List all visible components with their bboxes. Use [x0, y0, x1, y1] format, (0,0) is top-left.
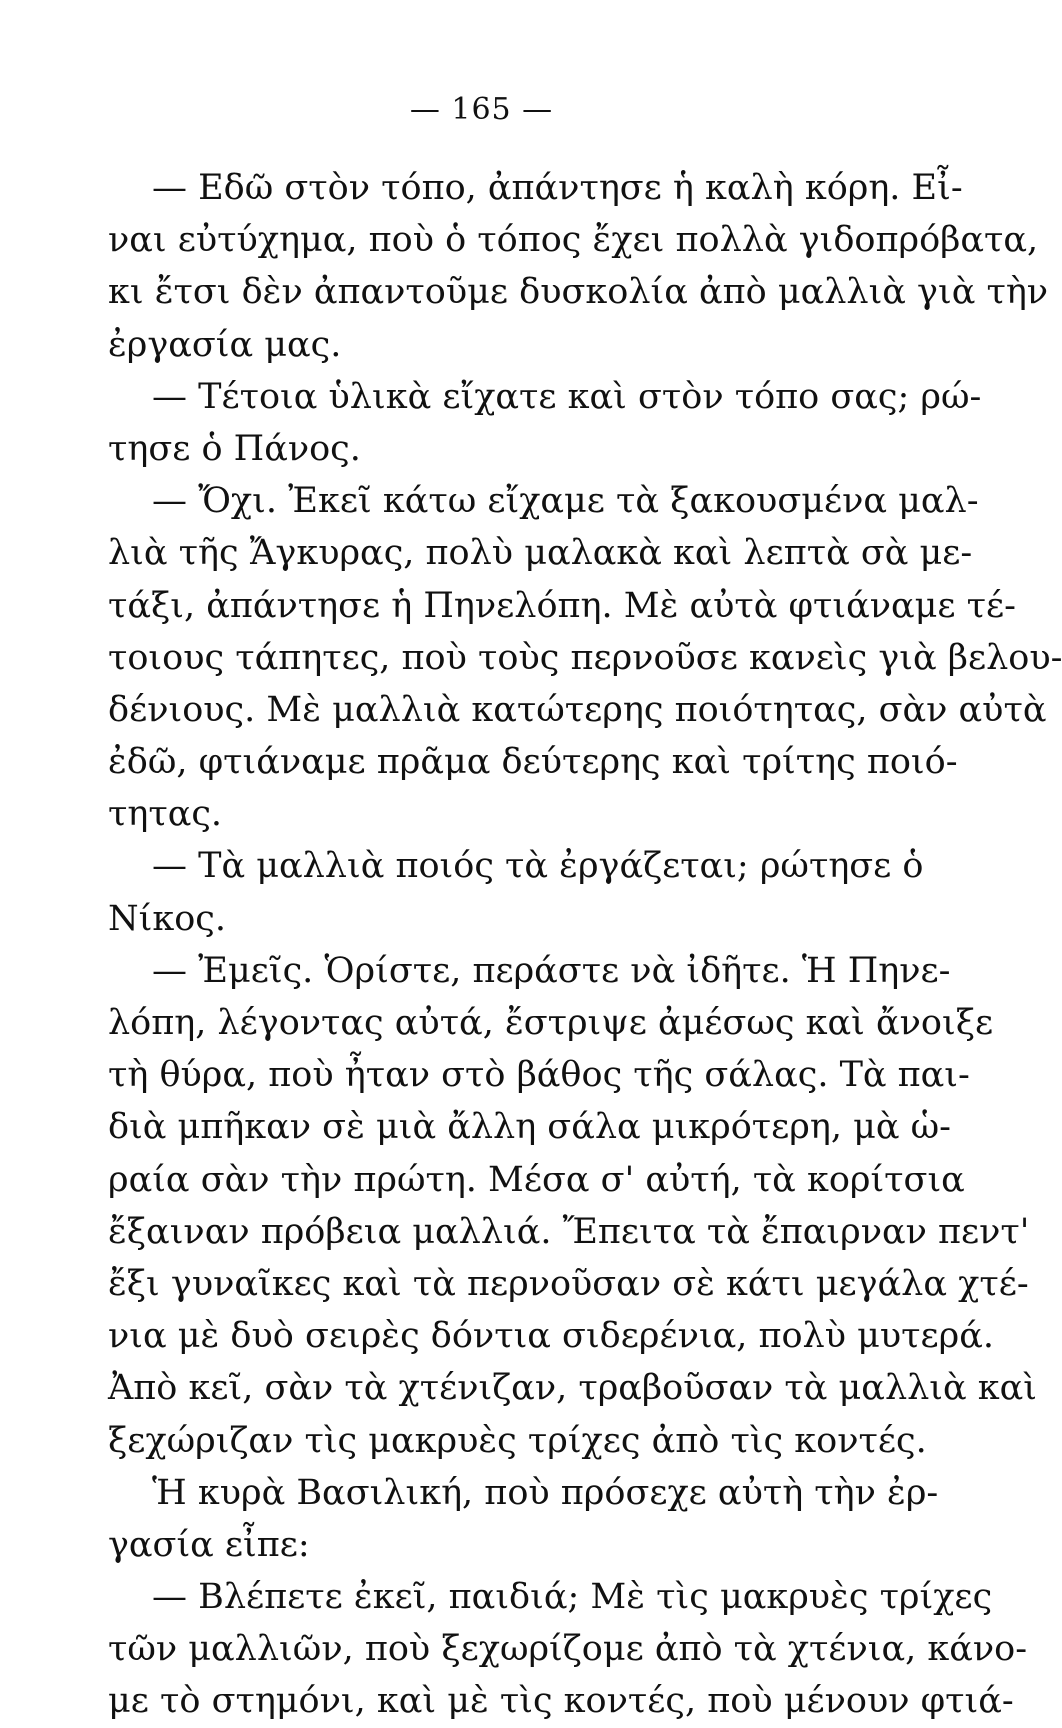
text-line: — Τὰ μαλλιὰ ποιός τὰ ἐργάζεται; ρώτησε ὁ: [152, 846, 924, 887]
text-line: — Βλέπετε ἐκεῖ, παιδιά; Μὲ τὶς μακρυὲς τρίχες: [152, 1577, 993, 1618]
text-line: ξεχώριζαν τὶς μακρυὲς τρίχες ἀπὸ τὶς κοντές.: [108, 1420, 927, 1461]
text-line: γασία εἶπε:: [108, 1524, 310, 1565]
text-line: ἐργασία μας.: [108, 324, 342, 365]
text-line: — Ὄχι. Ἐκεῖ κάτω εἴχαμε τὰ ξακουσμένα μαλ-: [152, 481, 979, 522]
text-line: τάξι, ἀπάντησε ἡ Πηνελόπη. Μὲ αὐτὰ φτιάναμε τέ-: [108, 585, 1017, 626]
text-line: τησε ὁ Πάνος.: [108, 428, 361, 469]
text-line: ναι εὐτύχημα, ποὺ ὁ τόπος ἔχει πολλὰ γιδοπρόβατα,: [108, 220, 1039, 261]
text-line: με τὸ στημόνι, καὶ μὲ τὶς κοντές, ποὺ μένουν φτιά-: [108, 1681, 1014, 1722]
text-line: κι ἔτσι δὲν ἀπαντοῦμε δυσκολία ἀπὸ μαλλιὰ γιὰ τὴν: [108, 272, 1049, 313]
body-text: [108, 162, 1062, 1728]
text-line: Ἀπὸ κεῖ, σὰν τὰ χτένιζαν, τραβοῦσαν τὰ μαλλιὰ καὶ: [108, 1368, 1038, 1409]
text-line: διὰ μπῆκαν σὲ μιὰ ἄλλη σάλα μικρότερη, μὰ ὡ-: [108, 1107, 951, 1148]
text-line: Νίκος.: [108, 898, 227, 939]
text-line: ἔξαιναν πρόβεια μαλλιά. Ἔπειτα τὰ ἔπαιρναν πεντ': [108, 1211, 1030, 1252]
text-line: νια μὲ δυὸ σειρὲς δόντια σιδερένια, πολὺ μυτερά.: [108, 1316, 994, 1357]
text-line: Ἡ κυρὰ Βασιλική, ποὺ πρόσεχε αὐτὴ τὴν ἐρ-: [152, 1472, 939, 1513]
text-line: δένιους. Μὲ μαλλιὰ κατώτερης ποιότητας, σὰν αὐτὰ: [108, 689, 1047, 730]
text-line: τὴ θύρα, ποὺ ἦταν στὸ βάθος τῆς σάλας. Τὰ παι-: [108, 1055, 970, 1096]
text-line: τοιους τάπητες, ποὺ τοὺς περνοῦσε κανεὶς γιὰ βελου-: [108, 637, 1062, 678]
text-line: — Τέτοια ὑλικὰ εἴχατε καὶ στὸν τόπο σας; ρώ-: [152, 376, 982, 417]
page-number: — 165 —: [409, 92, 554, 127]
text-line: — Ἐμεῖς. Ὁρίστε, περάστε νὰ ἰδῆτε. Ἡ Πηνε-: [152, 950, 951, 991]
text-line: λόπη, λέγοντας αὐτά, ἔστριψε ἀμέσως καὶ ἄνοιξε: [108, 1003, 994, 1043]
text-line: τητας.: [108, 794, 223, 835]
text-line: ἔξι γυναῖκες καὶ τὰ περνοῦσαν σὲ κάτι μεγάλα χτέ-: [108, 1263, 1029, 1304]
text-line: ἐδῶ, φτιάναμε πρᾶμα δεύτερης καὶ τρίτης ποιό-: [108, 742, 958, 783]
text-line: τῶν μαλλιῶν, ποὺ ξεχωρίζομε ἀπὸ τὰ χτένια, κάνο-: [108, 1629, 1028, 1670]
text-line: ραία σὰν τὴν πρώτη. Μέσα σ' αὐτή, τὰ κορίτσια: [108, 1159, 965, 1200]
text-line: λιὰ τῆς Ἄγκυρας, πολὺ μαλακὰ καὶ λεπτὰ σὰ με-: [108, 533, 973, 574]
text-line: — Εδῶ στὸν τόπο, ἀπάντησε ἡ καλὴ κόρη. Εἶ-: [152, 168, 963, 208]
